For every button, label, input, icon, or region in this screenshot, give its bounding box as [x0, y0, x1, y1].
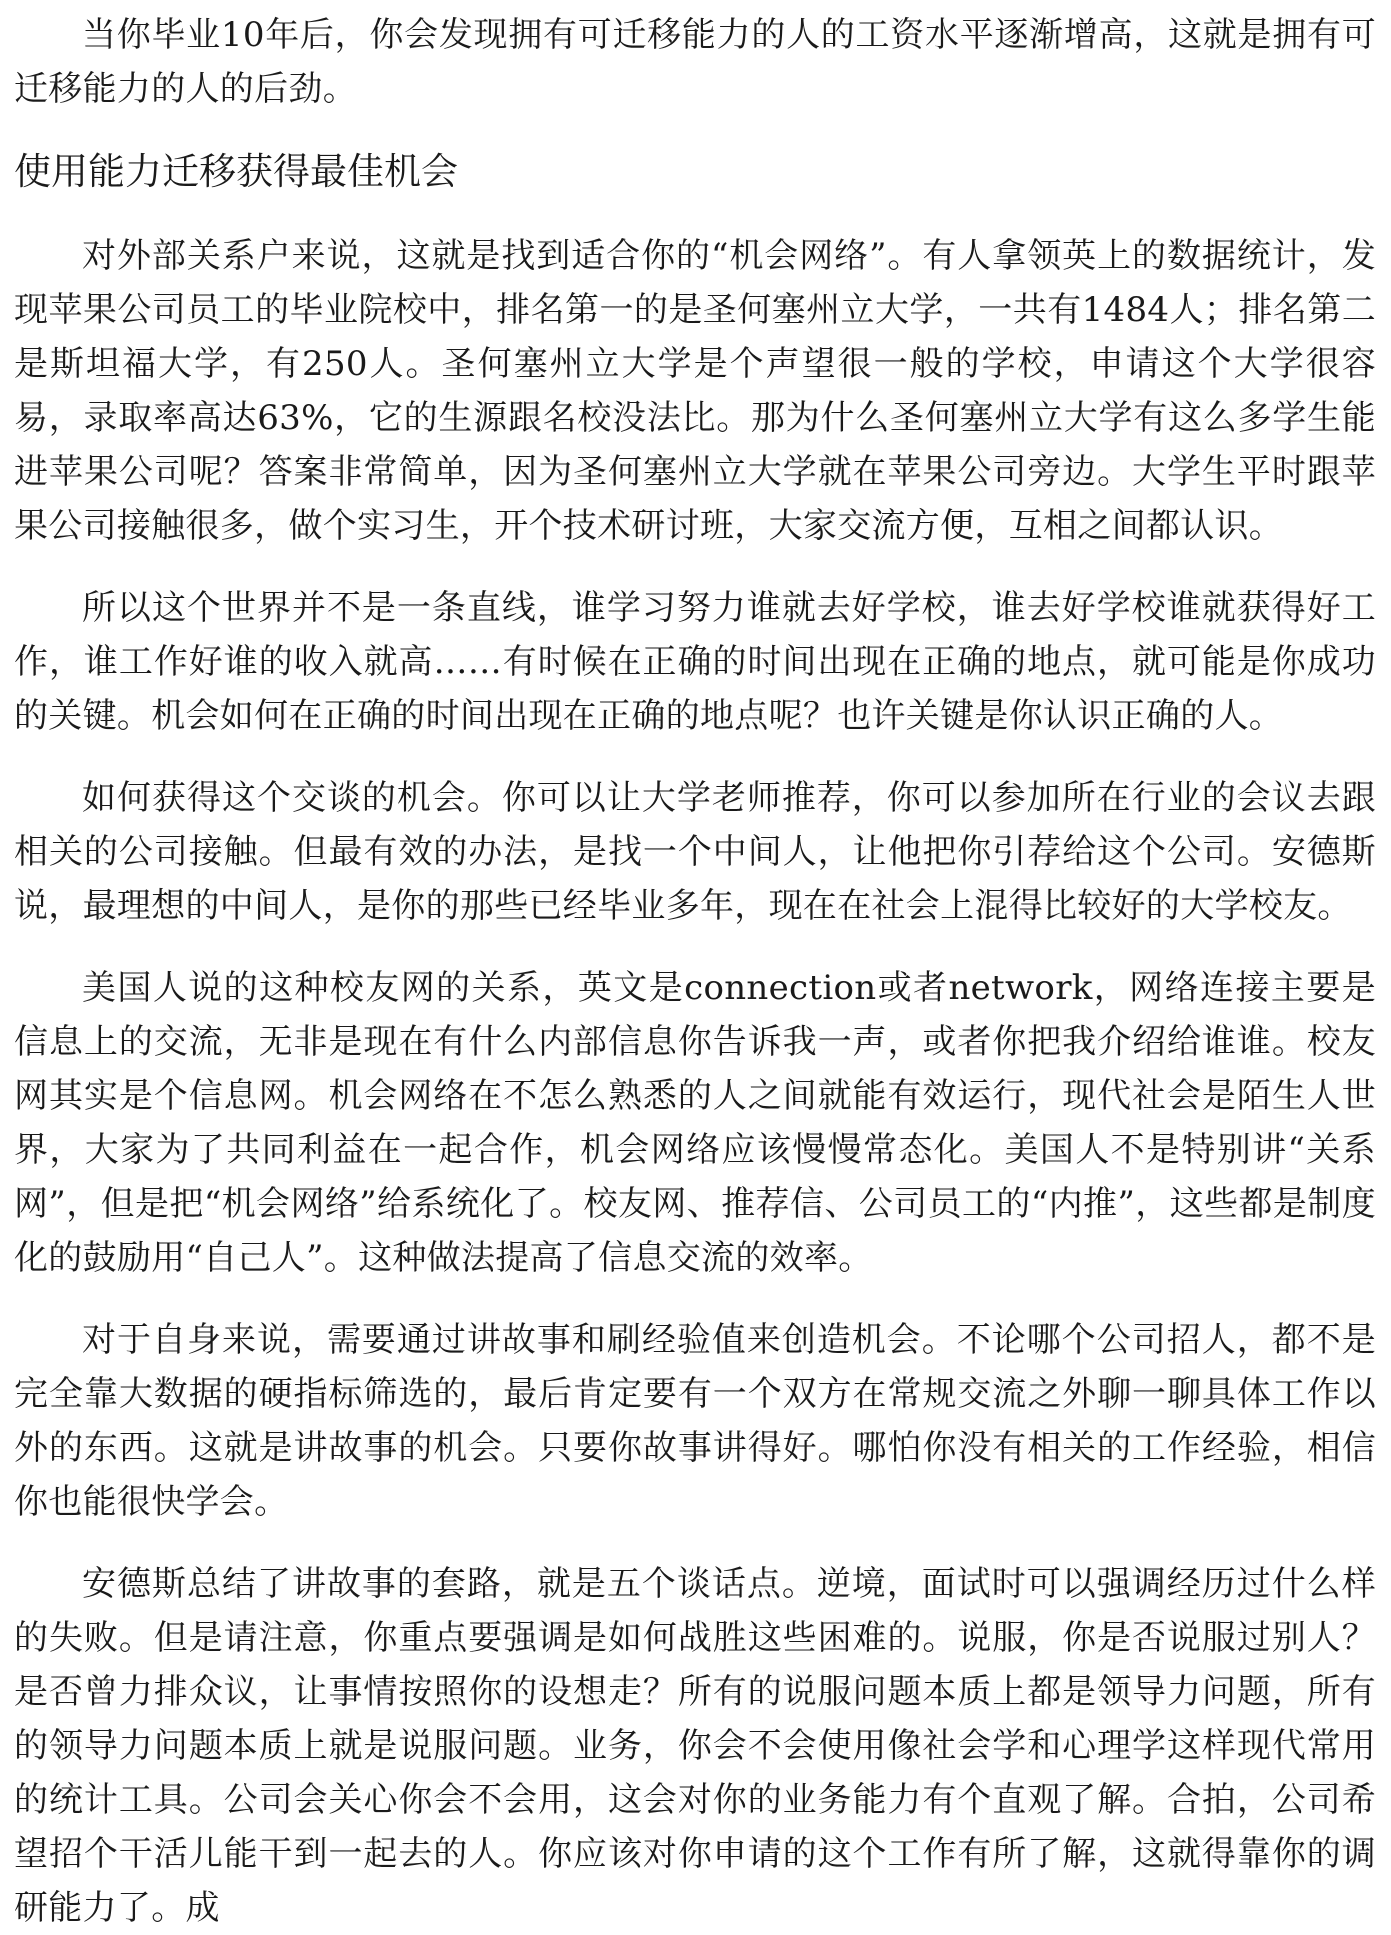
paragraph-intermediary: 如何获得这个交谈的机会。你可以让大学老师推荐，你可以参加所在行业的会议去跟相关的公司接触。但最有效的办法，是找一个中间人，让他把你引荐给这个公司。安德斯说，最理想的中间人，是你的那些已经毕业多年，现在在社会上混得比较好的大学校友。 — [14, 778, 1376, 926]
paragraph-right-time-place: 所以这个世界并不是一条直线，谁学习努力谁就去好学校，谁去好学校谁就获得好工作，谁工作好谁的收入就高……有时候在正确的时间出现在正确的地点，就可能是你成功的关键。机会如何在正确的时间出现在正确的地点呢？也许关键是你认识正确的人。 — [14, 588, 1376, 736]
section-heading: 使用能力迁移获得最佳机会 — [14, 150, 458, 193]
document-page — [14, 0, 1376, 1935]
intro-paragraph: 当你毕业10年后，你会发现拥有可迁移能力的人的工资水平逐渐增高，这就是拥有可迁移能力的人的后劲。 — [14, 15, 1376, 109]
paragraph-storytelling: 对于自身来说，需要通过讲故事和刷经验值来创造机会。不论哪个公司招人，都不是完全靠大数据的硬指标筛选的，最后肯定要有一个双方在常规交流之外聊一聊具体工作以外的东西。这就是讲故事的机会。只要你故事讲得好。哪怕你没有相关的工作经验，相信你也能很快学会。 — [14, 1320, 1376, 1522]
paragraph-alumni-network: 美国人说的这种校友网的关系，英文是connection或者network，网络连接主要是信息上的交流，无非是现在有什么内部信息你告诉我一声，或者你把我介绍给谁谁。校友网其实是个信息网。机会网络在不怎么熟悉的人之间就能有效运行，现代社会是陌生人世界，大家为了共同利益在一起合作，机会网络应该慢慢常态化。美国人不是特别讲“关系网”，但是把“机会网络”给系统化了。校友网、推荐信、公司员工的“内推”，这些都是制度化的鼓励用“自己人”。这种做法提高了信息交流的效率。 — [14, 968, 1376, 1278]
paragraph-talking-points: 安德斯总结了讲故事的套路，就是五个谈话点。逆境，面试时可以强调经历过什么样的失败。但是请注意，你重点要强调是如何战胜这些困难的。说服，你是否说服过别人？是否曾力排众议，让事情按照你的设想走？所有的说服问题本质上都是领导力问题，所有的领导力问题本质上就是说服问题。业务，你会不会使用像社会学和心理学这样现代常用的统计工具。公司会关心你会不会用，这会对你的业务能力有个直观了解。合拍，公司希望招个干活儿能干到一起去的人。你应该对你申请的这个工作有所了解，这就得靠你的调研能力了。成 — [14, 1564, 1376, 1928]
paragraph-opportunity-network: 对外部关系户来说，这就是找到适合你的“机会网络”。有人拿领英上的数据统计，发现苹果公司员工的毕业院校中，排名第一的是圣何塞州立大学，一共有1484人；排名第二是斯坦福大学，有250人。圣何塞州立大学是个声望很一般的学校，申请这个大学很容易，录取率高达63%，它的生源跟名校没法比。那为什么圣何塞州立大学有这么多学生能进苹果公司呢？答案非常简单，因为圣何塞州立大学就在苹果公司旁边。大学生平时跟苹果公司接触很多，做个实习生，开个技术研讨班，大家交流方便，互相之间都认识。 — [14, 236, 1376, 546]
